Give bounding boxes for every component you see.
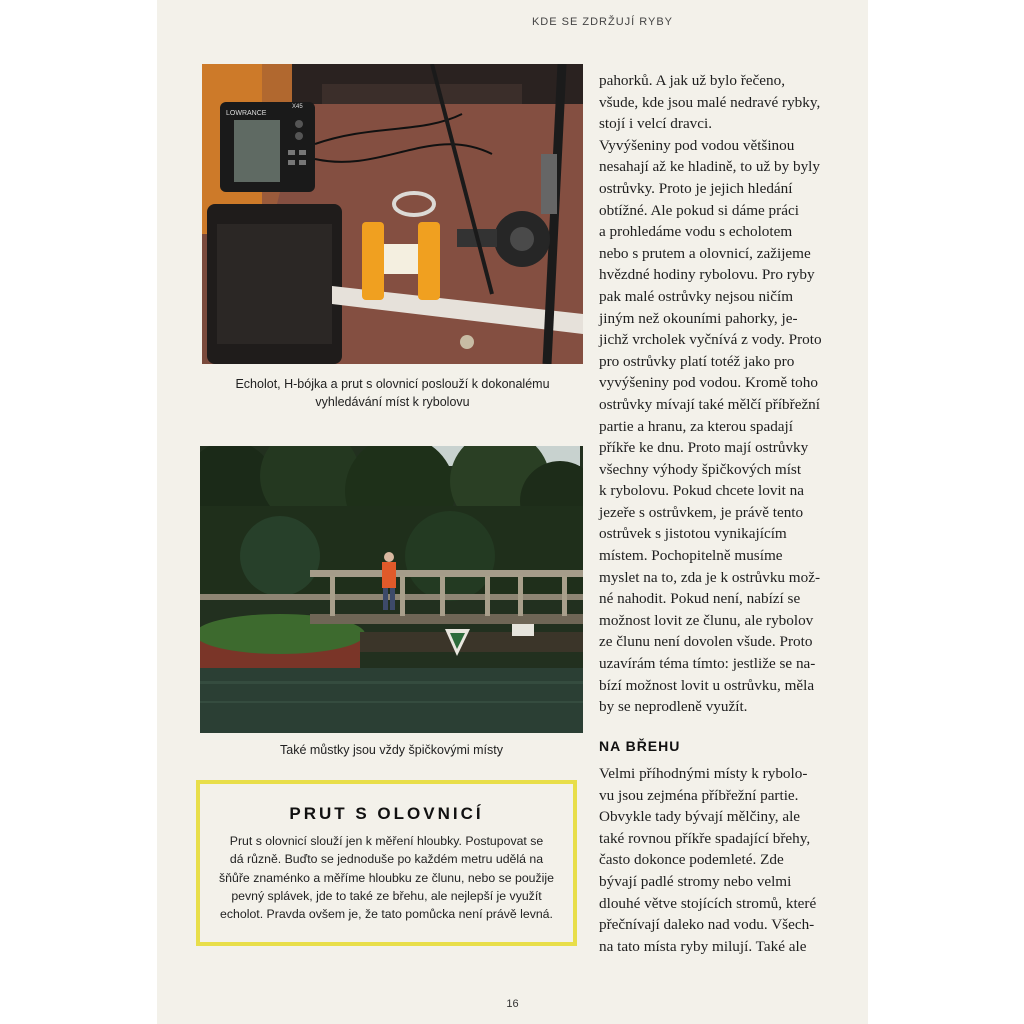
device-brand-label: LOWRANCE	[226, 110, 267, 117]
photo-echolot-image	[202, 64, 583, 364]
book-page	[157, 0, 868, 1024]
running-header: KDE SE ZDRŽUJÍ RYBY	[531, 16, 674, 28]
photo-footbridge	[200, 446, 583, 733]
section-heading-na-brehu: NA BŘEHU	[599, 738, 681, 754]
photo1-caption: Echolot, H-bójka a prut s olovnicí poslouží k dokonalému vyhledávání míst k rybolovu	[235, 377, 550, 409]
info-box-title: PRUT S OLOVNICÍ	[289, 804, 484, 823]
photo-echolot-equipment	[202, 64, 583, 364]
info-box-text: Prut s olovnicí slouží jen k měření hloubky. Postupovat se dá různě. Buďto se jednoduše po každém metru udělá na šňůře znaménko a měříme hloubku ze člunu, nebo se použije pevný splávek, jde to také ze břehu, ale nejlepší je využít echolot. Pravda ovšem je, že tato pomůcka není právě levná.	[219, 834, 554, 922]
body-paragraph-2: Velmi příhodnými místy k rybolo- vu jsou zejména příbřežní partie. Obvykle tady bývají mělčiny, ale také rovnou příkře spadající břehy, často dokonce podemleté. Zde bývají padlé stromy nebo velmi dlouhé větve stojících stromů, které přečnívají daleko nad vodu. Všech- na tato místa ryby milují. Také ale	[599, 765, 817, 955]
photo-footbridge-image	[200, 446, 583, 733]
device-model-label: X45	[292, 104, 303, 110]
page-number: 16	[506, 998, 519, 1010]
info-box-prut-s-olovnici	[196, 780, 577, 946]
body-paragraph-1: pahorků. A jak už bylo řečeno, všude, kde jsou malé nedravé rybky, stojí i velcí dravci. Vyvýšeniny pod vodou většinou nesahají až ke hladině, to už by byly ostrůvky. Proto je jejich hledání obtížné. Ale pokud si dáme práci a prohledáme vodu s echolotem nebo s prutem a olovnicí, zažijeme hvězdné hodiny rybolovu. Pro ryby pak malé ostrůvky nejsou ničím jiným než okouními pahorky, je- jichž vrcholek vyčnívá z vody. Proto pro ostrůvky platí totéž jako pro vyvýšeniny pod vodou. Kromě toho ostrůvky mívají také mělčí příbřežní partie a hranu, za kterou spadají příkře ke dnu. Proto mají ostrůvky všechny výhody špičkových míst k rybolovu. Pokud chcete lovit na jezeře s ostrůvkem, je právě tento ostrůvek s jistotou vynikajícím místem. Pochopitelně musíme myslet na to, zda je k ostrůvku mož- né nahodit. Pokud není, nabízí se možnost lovit ze člunu, ale rybolov ze člunu není dovolen všude. Proto uzavírám téma tímto: jestliže se na- bízí možnost lovit u ostrůvku, měla by se neprodleně využít.	[599, 72, 822, 716]
photo2-caption: Také můstky jsou vždy špičkovými místy	[280, 743, 503, 757]
